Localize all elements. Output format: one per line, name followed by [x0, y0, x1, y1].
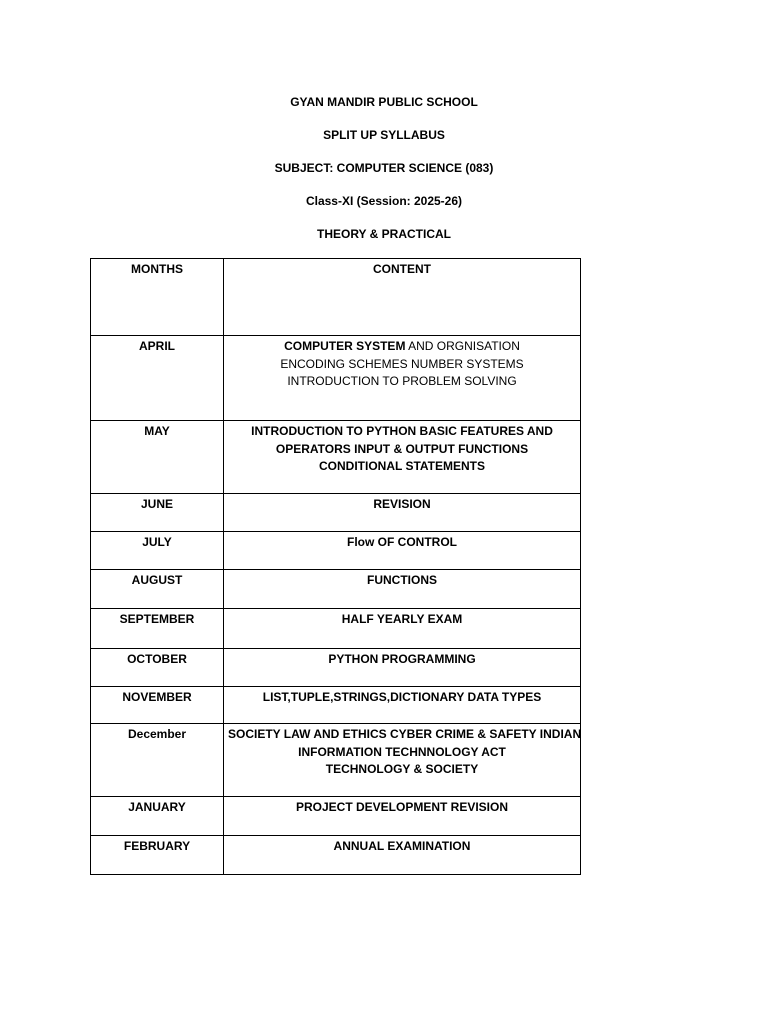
content-line [228, 689, 576, 707]
content-text: OPERATORS INPUT & OUTPUT FUNCTIONS [275, 441, 529, 456]
content-line [228, 611, 576, 629]
content-text: SOCIETY LAW AND ETHICS CYBER CRIME & SAFETY INDIAN [228, 727, 582, 741]
month-cell: APRIL [91, 336, 224, 421]
content-text: HALF YEARLY EXAM [341, 612, 463, 626]
content-line [228, 838, 576, 856]
content-line [228, 651, 576, 669]
content-text: REVISION [373, 497, 431, 511]
table-row [91, 687, 581, 724]
month-cell: SEPTEMBER [91, 609, 224, 649]
content-text: INTRODUCTION TO PYTHON BASIC FEATURES AND [251, 424, 553, 438]
content-text: PYTHON PROGRAMMING [328, 652, 476, 666]
content-line [228, 726, 582, 744]
syllabus-table [90, 258, 581, 875]
content-cell [224, 570, 581, 609]
content-text: ANNUAL EXAMINATION [333, 839, 471, 853]
month-cell: OCTOBER [91, 649, 224, 687]
school-name: GYAN MANDIR PUBLIC SCHOOL [290, 95, 478, 109]
content-cell [224, 532, 581, 570]
class-session-line: Class-XI (Session: 2025-26) [305, 194, 463, 208]
month-cell: JUNE [91, 494, 224, 532]
table-row [91, 570, 581, 609]
table-row [91, 494, 581, 532]
table-header-row [91, 259, 581, 336]
content-text: ENCODING SCHEMES NUMBER SYSTEMS [280, 356, 524, 371]
month-cell: NOVEMBER [91, 687, 224, 724]
content-cell [224, 336, 581, 421]
content-line [228, 496, 576, 514]
content-line [228, 373, 576, 391]
document-title: SPLIT UP SYLLABUS [323, 128, 445, 142]
content-line [228, 338, 576, 356]
content-header: CONTENT [224, 259, 581, 336]
content-text: FUNCTIONS [367, 573, 437, 587]
table-row [91, 649, 581, 687]
table-row [91, 532, 581, 570]
subject-line: SUBJECT: COMPUTER SCIENCE (083) [274, 161, 494, 175]
month-cell: AUGUST [91, 570, 224, 609]
content-cell [224, 494, 581, 532]
content-text: LIST,TUPLE,STRINGS,DICTIONARY DATA TYPES [262, 690, 542, 704]
content-cell [224, 609, 581, 649]
content-cell [224, 724, 581, 797]
content-line [228, 572, 576, 590]
months-header: MONTHS [91, 259, 224, 336]
content-line [228, 458, 576, 476]
content-text: CONDITIONAL STATEMENTS [319, 459, 485, 473]
month-cell: December [91, 724, 224, 797]
content-line [228, 799, 576, 817]
content-text: TECHNOLOGY & SOCIETY [325, 762, 479, 776]
content-text: PROJECT DEVELOPMENT REVISION [295, 800, 509, 814]
month-cell: MAY [91, 421, 224, 494]
content-text: COMPUTER SYSTEM [284, 339, 406, 353]
content-line [228, 423, 576, 441]
table-row [91, 421, 581, 494]
content-cell [224, 836, 581, 875]
content-text: INTRODUCTION TO PROBLEM SOLVING [287, 374, 517, 388]
category-line: THEORY & PRACTICAL [316, 227, 451, 241]
content-line [228, 744, 576, 762]
month-cell: JANUARY [91, 797, 224, 836]
table-row [91, 724, 581, 797]
content-text: AND ORGNISATION [405, 339, 520, 353]
month-cell: FEBRUARY [91, 836, 224, 875]
content-line [228, 441, 576, 459]
content-cell [224, 687, 581, 724]
table-row [91, 797, 581, 836]
content-cell [224, 649, 581, 687]
table-row [91, 836, 581, 875]
content-cell [224, 797, 581, 836]
content-text: INFORMATION TECHNNOLOGY ACT [298, 744, 506, 759]
table-row [91, 609, 581, 649]
content-line [228, 534, 576, 552]
content-cell [224, 421, 581, 494]
content-text: Flow OF CONTROL [347, 535, 457, 549]
month-cell: JULY [91, 532, 224, 570]
content-line [228, 356, 576, 374]
content-line [228, 761, 576, 779]
table-row [91, 336, 581, 421]
